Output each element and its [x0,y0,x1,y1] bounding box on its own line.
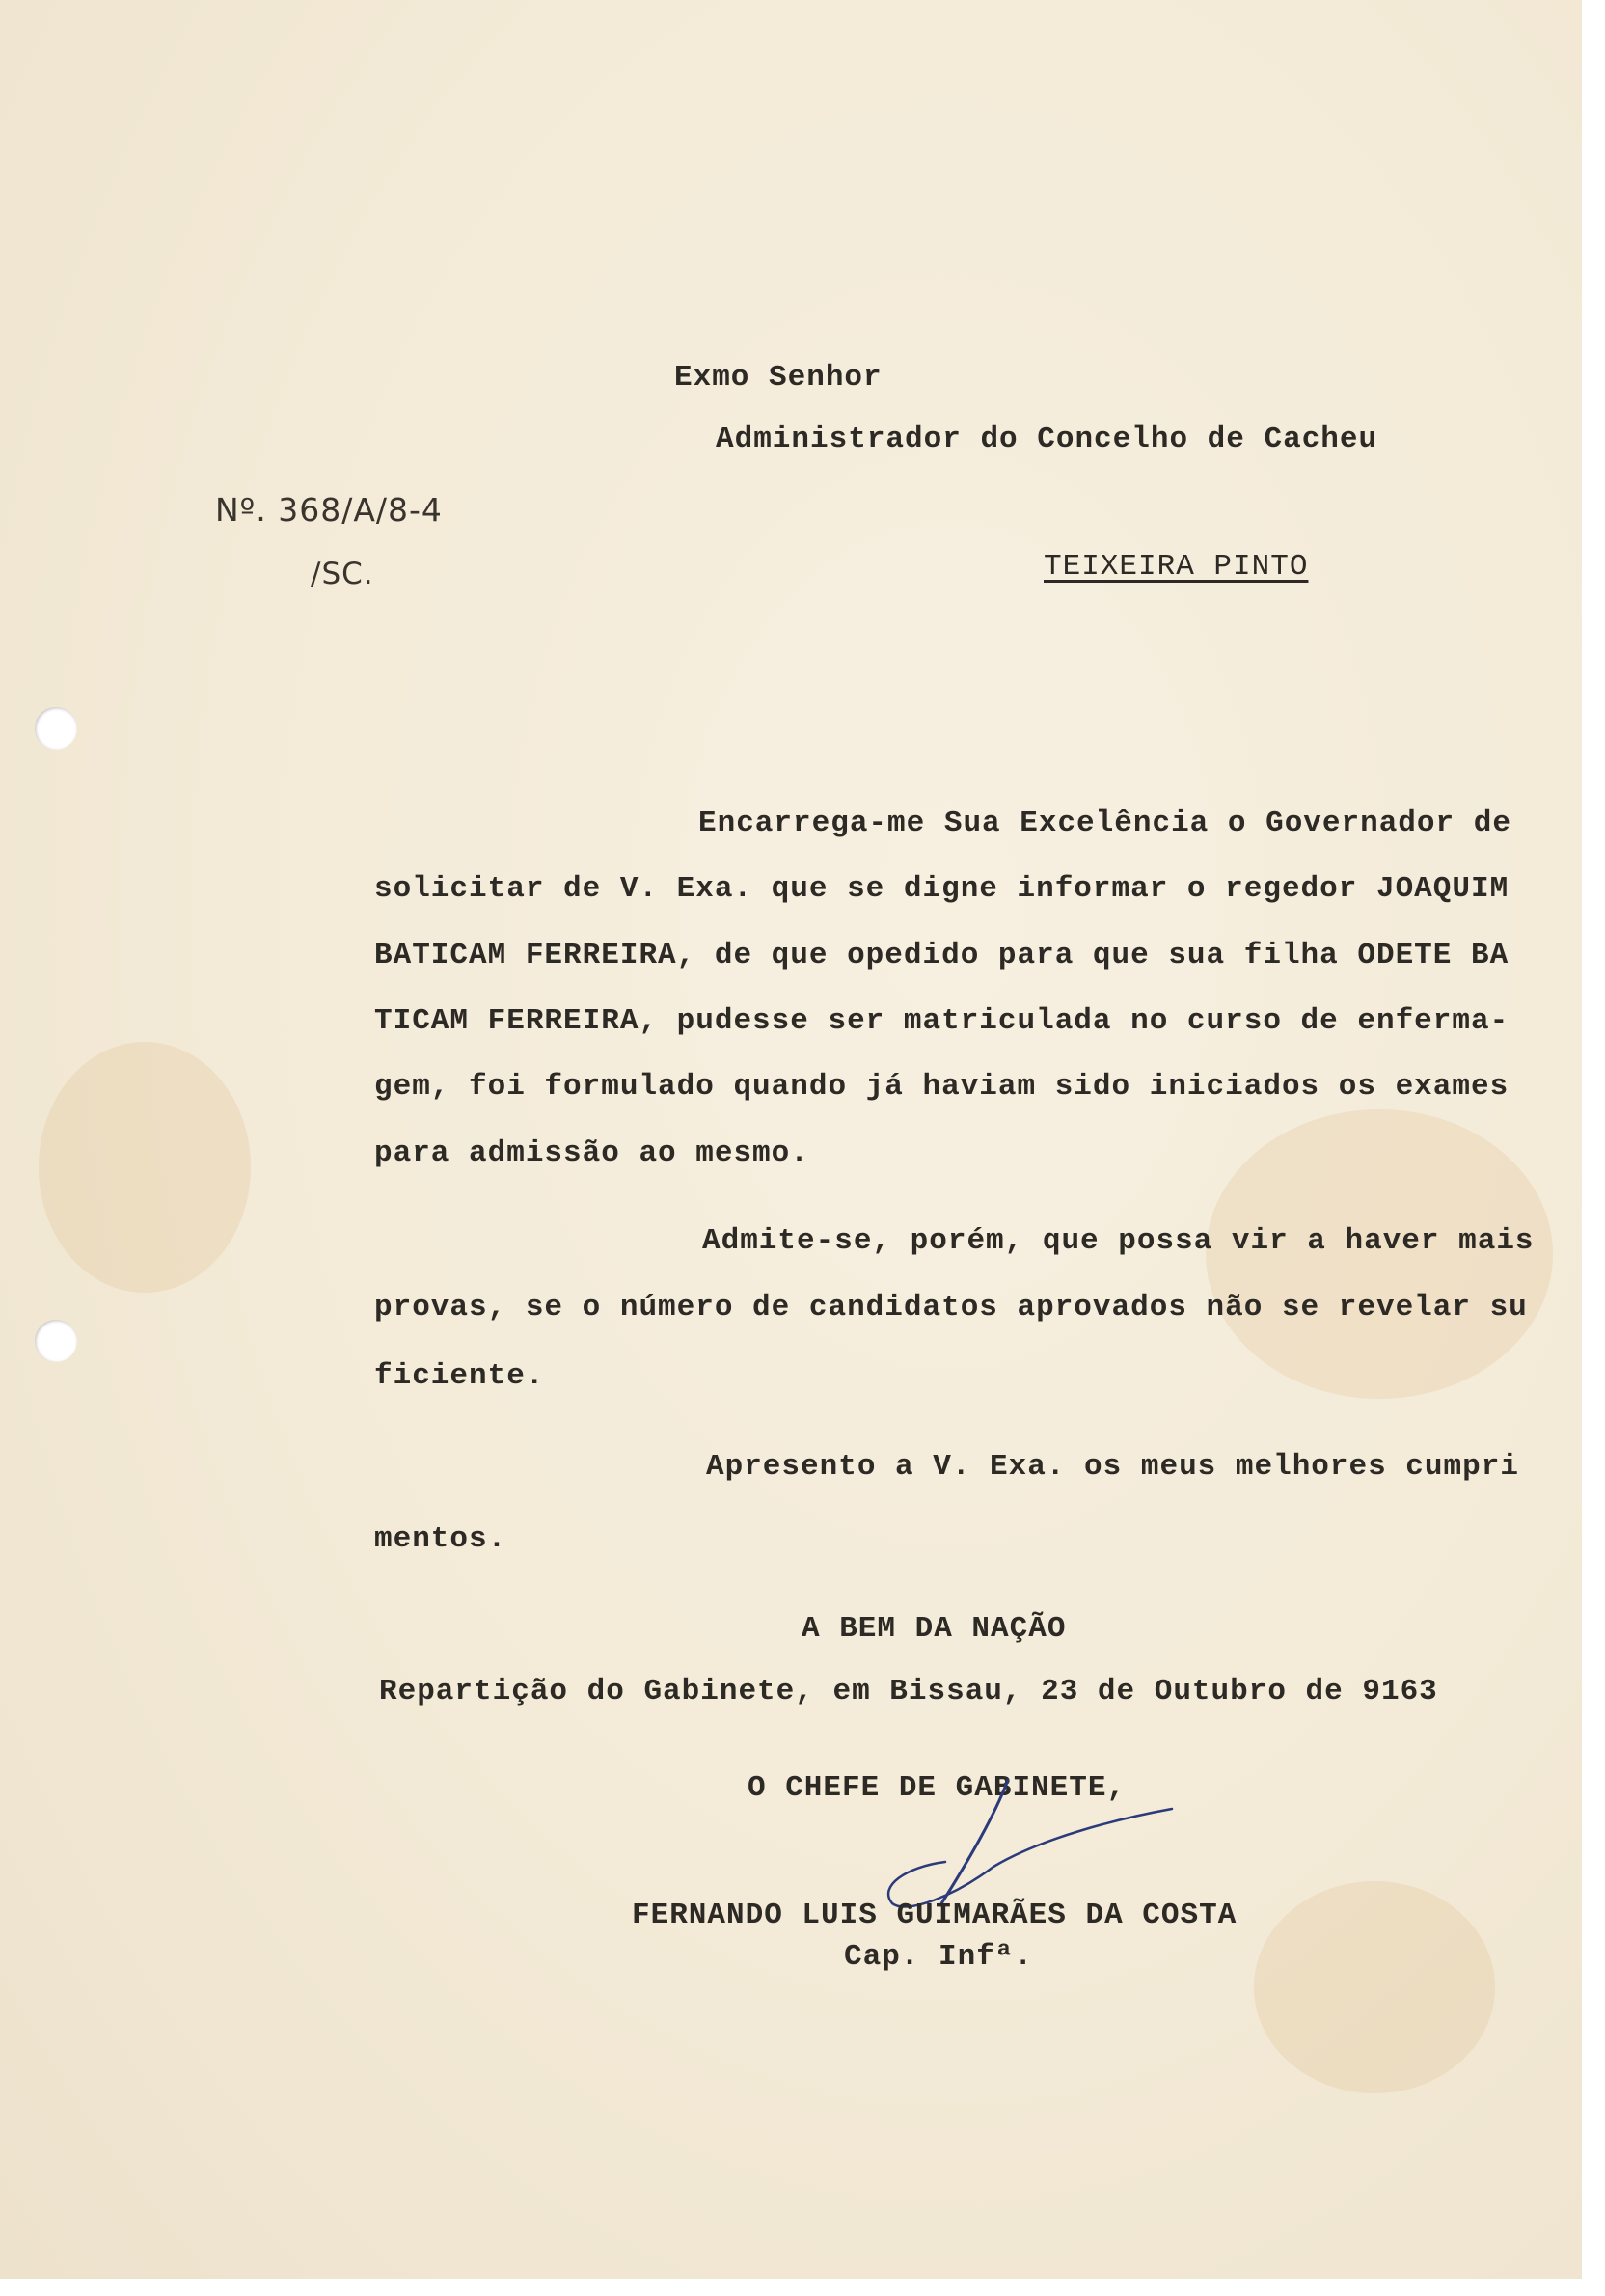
paragraph-2-line-3: ficiente. [374,1359,545,1393]
paragraph-3-line-2: mentos. [374,1522,507,1556]
paragraph-1-line-3: BATICAM FERREIRA, de que opedido para que sua filha ODETE BA [374,939,1510,972]
destination: TEIXEIRA PINTO [1044,550,1309,584]
paragraph-2-line-1: Admite-se, porém, que possa vir a haver mais [702,1224,1535,1258]
paragraph-1-line-4: TICAM FERREIRA, pudesse ser matriculada no curso de enferma- [374,1004,1510,1038]
salutation: Exmo Senhor [674,361,883,395]
signatory-title: O CHEFE DE GABINETE, [748,1771,1127,1805]
signatory-rank: Cap. Infª. [844,1940,1034,1974]
punch-hole [35,1320,77,1362]
paragraph-1-line-6: para admissão ao mesmo. [374,1136,809,1170]
signatory-name: FERNANDO LUIS GUIMARÃES DA COSTA [632,1899,1238,1932]
paragraph-3-line-1: Apresento a V. Exa. os meus melhores cumpri [706,1450,1519,1484]
paper-stain [39,1042,251,1293]
reference-number: Nº. 368/A/8-4 [215,491,443,529]
paper-stain [1254,1881,1495,2093]
paragraph-1-line-5: gem, foi formulado quando já haviam sido iniciados os exames [374,1070,1510,1104]
scan-margin [1582,0,1605,2296]
addressee: Administrador do Concelho de Cacheu [716,423,1378,456]
motto: A BEM DA NAÇÃO [802,1612,1067,1646]
scan-margin [0,2279,1605,2296]
place-date: Repartição do Gabinete, em Bissau, 23 de Outubro de 9163 [379,1675,1438,1708]
paragraph-1-line-2: solicitar de V. Exa. que se digne informar o regedor JOAQUIM [374,872,1510,906]
handwritten-signature [849,1770,1196,1915]
paragraph-1-line-1: Encarrega-me Sua Excelência o Governador de [698,806,1511,840]
reference-suffix: /SC. [311,557,374,591]
paragraph-2-line-2: provas, se o número de candidatos aprovados não se revelar su [374,1291,1528,1325]
punch-hole [35,707,77,750]
